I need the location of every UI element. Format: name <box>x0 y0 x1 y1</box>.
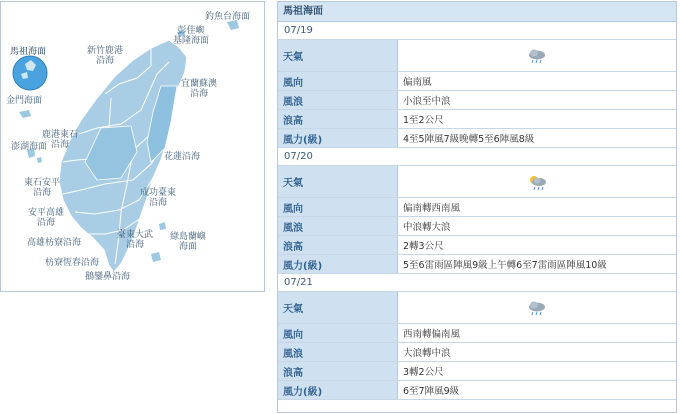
wind-level-label: 風力(級) <box>278 381 398 399</box>
wave-height-label: 浪高 <box>278 236 398 254</box>
wave-row <box>278 343 676 362</box>
label-hsinchu-lukang[interactable]: 新竹鹿港 沿海 <box>87 46 124 66</box>
wave-height-value: 2轉3公尺 <box>403 241 444 252</box>
label-penghu[interactable]: 澎湖海面 <box>11 142 48 152</box>
lanyu-islet[interactable] <box>151 252 161 262</box>
wave-height-label: 浪高 <box>278 362 398 380</box>
label-dongshi-anping[interactable]: 東石安平 沿海 <box>24 178 61 198</box>
weather-row <box>278 40 676 72</box>
wind-direction-value: 偏南風 <box>403 77 432 88</box>
wind-direction-value: 西南轉偏南風 <box>403 329 461 340</box>
sun-cloud-rain-icon <box>526 174 548 190</box>
label-diaoyutai[interactable]: 釣魚台海面 <box>205 12 251 22</box>
wave-value: 中浪轉大浪 <box>403 222 451 233</box>
wave-value: 大浪轉中浪 <box>403 348 451 359</box>
wind-direction-row <box>278 324 676 343</box>
wave-label: 風浪 <box>278 343 398 361</box>
label-hualien[interactable]: 花蓮沿海 <box>164 152 201 162</box>
forecast-title: 馬祖海面 <box>278 2 676 22</box>
wave-height-label: 浪高 <box>278 110 398 128</box>
date-row: 07/20 <box>278 148 676 166</box>
forecast-table <box>277 1 677 413</box>
label-pengjia-keelung[interactable]: 彭佳嶼 基隆海面 <box>173 26 210 46</box>
wave-row <box>278 217 676 236</box>
label-kinmen[interactable]: 金門海面 <box>6 96 43 106</box>
label-eluanbi[interactable]: 鵝鑾鼻沿海 <box>85 272 131 282</box>
wind-direction-label: 風向 <box>278 198 398 216</box>
wind-direction-value: 偏南轉西南風 <box>403 203 461 214</box>
date-row: 07/21 <box>278 274 676 292</box>
wind-level-value: 4至5陣風7級晚轉5至6陣風8級 <box>403 134 535 145</box>
wave-height-row <box>278 362 676 381</box>
wave-row <box>278 91 676 110</box>
label-yilan-suao[interactable]: 宜蘭蘇澳 沿海 <box>181 79 218 99</box>
ludao-islet[interactable] <box>159 222 166 230</box>
weather-label: 天氣 <box>278 166 398 197</box>
wave-height-row <box>278 236 676 255</box>
wind-direction-row <box>278 198 676 217</box>
wave-height-row <box>278 110 676 129</box>
label-taitung-dawu[interactable]: 臺東大武 沿海 <box>117 230 154 250</box>
weather-label: 天氣 <box>278 292 398 323</box>
cloud-rain-icon <box>526 48 548 64</box>
label-anping-kaohsiung[interactable]: 安平高雄 沿海 <box>28 208 65 228</box>
wave-value: 小浪至中浪 <box>403 96 451 107</box>
cloud-rain-icon <box>526 300 548 316</box>
label-ludao-lanyu[interactable]: 綠島蘭嶼 海面 <box>170 232 207 252</box>
wave-height-value: 3轉2公尺 <box>403 367 444 378</box>
wind-direction-label: 風向 <box>278 72 398 90</box>
wind-level-label: 風力(級) <box>278 255 398 273</box>
wave-height-value: 1至2公尺 <box>403 115 444 126</box>
wave-label: 風浪 <box>278 91 398 109</box>
wave-label: 風浪 <box>278 217 398 235</box>
weather-value <box>398 292 676 323</box>
wind-level-row <box>278 129 676 148</box>
date-row: 07/19 <box>278 22 676 40</box>
wind-direction-label: 風向 <box>278 324 398 342</box>
wind-level-row <box>278 381 676 400</box>
wind-level-row <box>278 255 676 274</box>
wind-level-value: 5至6雷雨區陣風9級上午轉6至7雷雨區陣風10級 <box>403 260 607 271</box>
wind-level-value: 6至7陣風9級 <box>403 386 460 397</box>
sea-area-map <box>0 1 265 292</box>
wind-level-label: 風力(級) <box>278 129 398 147</box>
weather-label: 天氣 <box>278 40 398 71</box>
wind-direction-row <box>278 72 676 91</box>
kinmen-island[interactable] <box>19 110 31 118</box>
label-matsu[interactable]: 馬祖海面 <box>10 47 47 57</box>
penghu-island-small[interactable] <box>37 157 42 163</box>
weather-value <box>398 40 676 71</box>
label-lukang-dongshi[interactable]: 鹿港東石 沿海 <box>42 130 79 150</box>
label-chenggong-taitung[interactable]: 成功臺東 沿海 <box>140 188 177 208</box>
weather-row <box>278 166 676 198</box>
label-kaohsiung-fangliao[interactable]: 高雄枋寮沿海 <box>27 238 82 248</box>
weather-value <box>398 166 676 197</box>
label-fangliao-hengchun[interactable]: 枋寮恆春沿海 <box>45 258 100 268</box>
weather-row <box>278 292 676 324</box>
